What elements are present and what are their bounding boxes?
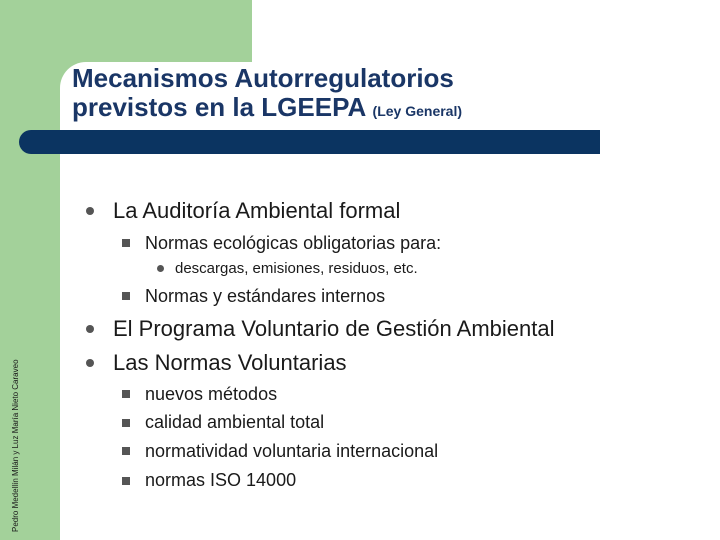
square-bullet-icon bbox=[122, 447, 130, 455]
slide-title bbox=[72, 64, 462, 126]
square-bullet-icon bbox=[122, 477, 130, 485]
bullet-calidad-ambiental: calidad ambiental total bbox=[145, 412, 325, 432]
bullet-normas-estandares: Normas y estándares internos bbox=[145, 286, 386, 306]
bullet-normas-ecologicas: Normas ecológicas obligatorias para: bbox=[145, 233, 442, 253]
author-credit: Pedro Medellín Milán y Luz María Nieto Caraveo bbox=[11, 359, 20, 532]
round-bullet-icon bbox=[86, 325, 94, 333]
bullet-normatividad: normatividad voluntaria internacional bbox=[145, 441, 439, 461]
title-subtitle: (Ley General) bbox=[372, 103, 463, 119]
round-bullet-icon bbox=[86, 359, 94, 367]
bullet-descargas: descargas, emisiones, residuos, etc. bbox=[175, 260, 418, 277]
square-bullet-icon bbox=[122, 292, 130, 300]
round-bullet-icon bbox=[86, 207, 94, 215]
bullet-programa-voluntario: El Programa Voluntario de Gestión Ambiental bbox=[113, 316, 555, 341]
square-bullet-icon bbox=[122, 390, 130, 398]
round-bullet-icon bbox=[157, 265, 164, 272]
title-line-1: Mecanismos Autorregulatorios bbox=[72, 63, 454, 93]
bullet-nuevos-metodos: nuevos métodos bbox=[145, 384, 278, 404]
bullet-iso-14000: normas ISO 14000 bbox=[145, 470, 297, 490]
title-line-2: previstos en la LGEEPA bbox=[72, 92, 366, 122]
square-bullet-icon bbox=[122, 419, 130, 427]
title-underline-bar bbox=[19, 130, 600, 154]
square-bullet-icon bbox=[122, 239, 130, 247]
bullet-auditoria: La Auditoría Ambiental formal bbox=[113, 198, 401, 223]
bullet-normas-voluntarias: Las Normas Voluntarias bbox=[113, 350, 347, 375]
